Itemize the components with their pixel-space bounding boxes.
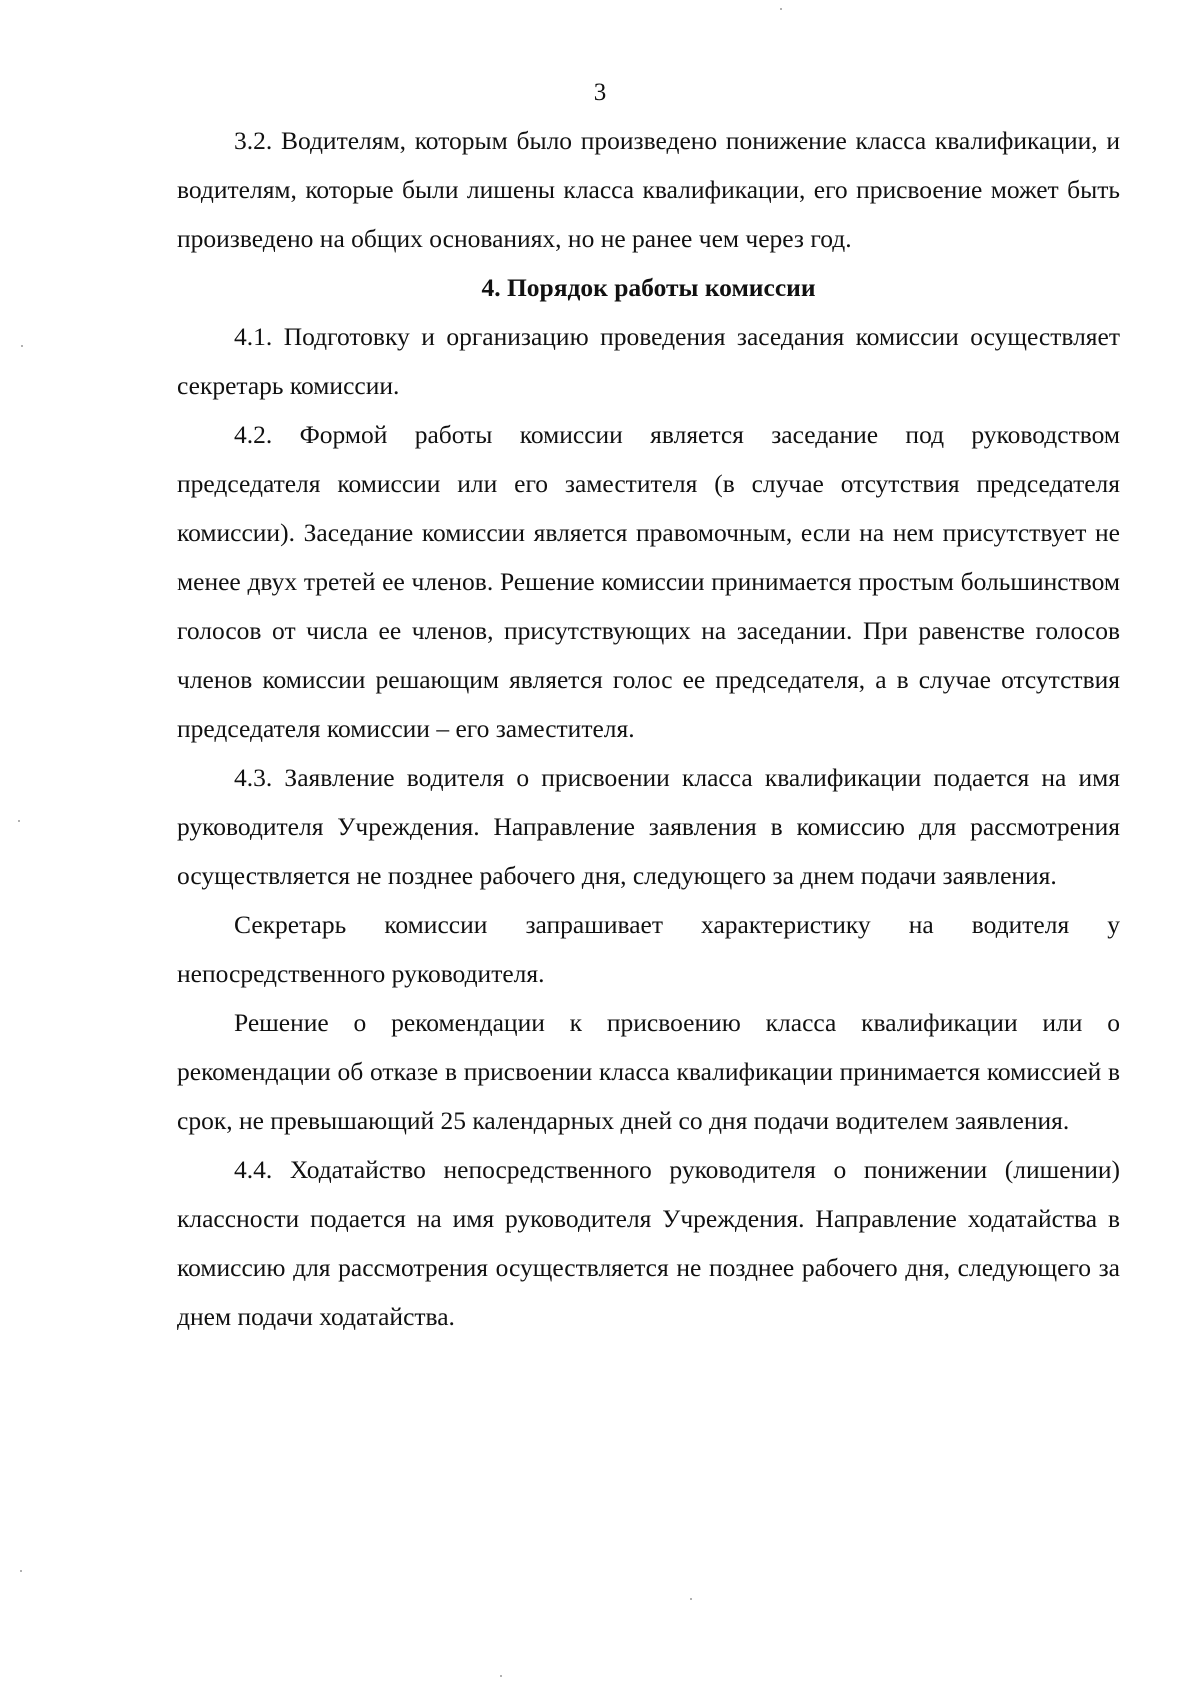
- paragraph-4-1: 4.1. Подготовку и организацию проведения заседания комиссии осуществляет секретарь комиссии.: [177, 322, 1120, 400]
- paragraph-decision: Решение о рекомендации к присвоению класса квалификации или о рекомендации об отказе в присвоении класса квалификации принимается комиссией в срок, не превышающий 25 календарных дней со дня подачи водителем заявления.: [177, 1008, 1120, 1135]
- document-body: [177, 116, 1120, 1341]
- scan-speck: [18, 820, 20, 822]
- scan-speck: [780, 8, 782, 10]
- scan-speck: [690, 1598, 692, 1600]
- scan-speck: [500, 1675, 502, 1677]
- paragraph-3-2: 3.2. Водителям, которым было произведено понижение класса квалификации, и водителям, которые были лишены класса квалификации, его присвоение может быть произведено на общих основаниях, но не ранее чем через год.: [177, 126, 1120, 253]
- paragraph-secretary: Секретарь комиссии запрашивает характеристику на водителя у непосредственного руководителя.: [177, 910, 1120, 988]
- page-number: 3: [593, 79, 607, 106]
- paragraph-4-3: 4.3. Заявление водителя о присвоении класса квалификации подается на имя руководителя Учреждения. Направление заявления в комиссию для рассмотрения осуществляется не позднее рабочего дня, следующего за днем подачи заявления.: [177, 763, 1120, 890]
- paragraph-4-4: 4.4. Ходатайство непосредственного руководителя о понижении (лишении) классности подается на имя руководителя Учреждения. Направление ходатайства в комиссию для рассмотрения осуществляется не позднее рабочего дня, следующего за днем подачи ходатайства.: [177, 1155, 1120, 1331]
- scan-speck: [20, 1570, 22, 1572]
- scan-speck: [21, 345, 23, 347]
- paragraph-4-2: 4.2. Формой работы комиссии является заседание под руководством председателя комиссии или его заместителя (в случае отсутствия председателя комиссии). Заседание комиссии является правомочным, если на нем присутствует не менее двух третей ее членов. Решение комиссии принимается простым большинством голосов от числа ее членов, присутствующих на заседании. При равенстве голосов членов комиссии решающим является голос ее председателя, а в случае отсутствия председателя комиссии – его заместителя.: [177, 420, 1120, 743]
- section-heading: 4. Порядок работы комиссии: [481, 273, 816, 302]
